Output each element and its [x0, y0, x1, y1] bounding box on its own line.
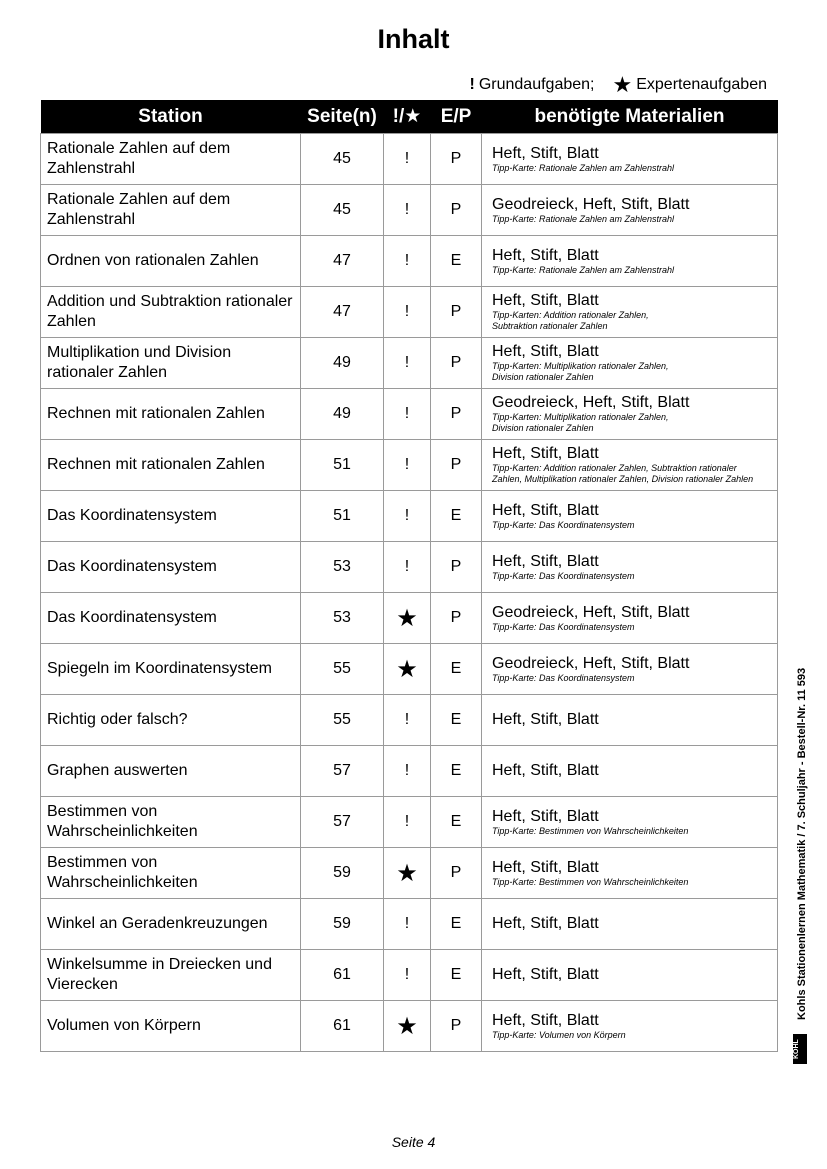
level-cell: !	[384, 746, 431, 797]
ep-cell: E	[431, 695, 482, 746]
star-icon: ★	[384, 1001, 431, 1052]
level-cell: !	[384, 185, 431, 236]
station-cell: Rationale Zahlen auf dem Zahlenstrahl	[41, 185, 301, 236]
page-cell: 47	[301, 287, 384, 338]
table-row	[41, 236, 778, 287]
station-cell: Winkel an Geradenkreuzungen	[41, 899, 301, 950]
station-cell: Spiegeln im Koordinatensystem	[41, 644, 301, 695]
level-cell: !	[384, 899, 431, 950]
materials-cell	[482, 593, 778, 644]
station-cell: Das Koordinatensystem	[41, 542, 301, 593]
header-ep: E/P	[431, 100, 482, 134]
table-row	[41, 185, 778, 236]
ep-cell: P	[431, 1001, 482, 1052]
table-header-row	[41, 100, 778, 134]
star-icon: ★	[384, 848, 431, 899]
materials-text: Geodreieck, Heft, Stift, Blatt	[492, 394, 690, 411]
table-row	[41, 389, 778, 440]
ep-cell: P	[431, 134, 482, 185]
materials-cell	[482, 542, 778, 593]
ep-cell: P	[431, 440, 482, 491]
materials-cell	[482, 848, 778, 899]
station-cell: Das Koordinatensystem	[41, 491, 301, 542]
page-cell: 51	[301, 440, 384, 491]
page-footer: Seite 4	[391, 1134, 436, 1150]
table-row	[41, 440, 778, 491]
materials-text: Heft, Stift, Blatt	[492, 915, 599, 932]
materials-cell	[482, 644, 778, 695]
materials-text: Heft, Stift, Blatt	[492, 501, 599, 519]
station-cell: Ordnen von rationalen Zahlen	[41, 236, 301, 287]
level-cell: !	[384, 695, 431, 746]
hint-text: Tipp-Karten: Addition rationaler Zahlen, Subtraktion rationaler Zahlen	[492, 310, 649, 331]
ep-cell: P	[431, 542, 482, 593]
station-cell: Richtig oder falsch?	[41, 695, 301, 746]
header-station: Station	[41, 100, 301, 134]
materials-text: Heft, Stift, Blatt	[492, 966, 599, 983]
page-cell: 47	[301, 236, 384, 287]
hint-text: Tipp-Karte: Das Koordinatensystem	[492, 621, 635, 632]
star-icon: ★	[612, 72, 633, 97]
ep-cell: P	[431, 338, 482, 389]
page-title: Inhalt	[377, 24, 450, 54]
ep-cell: E	[431, 491, 482, 542]
level-cell: !	[384, 797, 431, 848]
hint-text: Tipp-Karte: Bestimmen von Wahrscheinlichkeiten	[492, 825, 689, 836]
hint-text: Tipp-Karten: Addition rationaler Zahlen, Subtraktion rationaler Zahlen, Multiplikation rationaler Zahlen, Division rationaler Zahlen	[492, 463, 754, 484]
page-cell: 53	[301, 542, 384, 593]
level-cell: !	[384, 389, 431, 440]
station-cell: Multiplikation und Division rationaler Zahlen	[41, 338, 301, 389]
station-cell: Winkelsumme in Dreiecken und Vierecken	[41, 950, 301, 1001]
logo-text: KOHL	[793, 1034, 807, 1064]
ep-cell: E	[431, 746, 482, 797]
materials-text: Heft, Stift, Blatt	[492, 1011, 599, 1029]
basic-symbol: !	[469, 76, 475, 93]
hint-text: Tipp-Karte: Das Koordinatensystem	[492, 519, 635, 530]
table-row	[41, 542, 778, 593]
star-icon: ★	[384, 593, 431, 644]
hint-text: Tipp-Karte: Rationale Zahlen am Zahlenstrahl	[492, 162, 675, 173]
ep-cell: P	[431, 287, 482, 338]
contents-table	[40, 100, 778, 1052]
ep-cell: P	[431, 848, 482, 899]
station-cell: Rationale Zahlen auf dem Zahlenstrahl	[41, 134, 301, 185]
level-cell: !	[384, 236, 431, 287]
page-cell: 49	[301, 338, 384, 389]
materials-cell	[482, 236, 778, 287]
table-row	[41, 695, 778, 746]
hint-text: Tipp-Karte: Bestimmen von Wahrscheinlichkeiten	[492, 876, 689, 887]
station-cell: Rechnen mit rationalen Zahlen	[41, 440, 301, 491]
header-pages: Seite(n)	[301, 100, 384, 134]
materials-cell	[482, 899, 778, 950]
page-cell: 61	[301, 950, 384, 1001]
page-cell: 53	[301, 593, 384, 644]
ep-cell: E	[431, 797, 482, 848]
level-cell: !	[384, 134, 431, 185]
page-cell: 45	[301, 185, 384, 236]
table-row	[41, 287, 778, 338]
station-cell: Graphen auswerten	[41, 746, 301, 797]
materials-cell	[482, 746, 778, 797]
ep-cell: P	[431, 389, 482, 440]
table-row	[41, 644, 778, 695]
table-row	[41, 491, 778, 542]
ep-cell: P	[431, 593, 482, 644]
ep-cell: P	[431, 185, 482, 236]
materials-text: Geodreieck, Heft, Stift, Blatt	[492, 195, 690, 213]
table-row	[41, 134, 778, 185]
page-cell: 51	[301, 491, 384, 542]
materials-cell	[482, 797, 778, 848]
hint-text: Tipp-Karte: Volumen von Körpern	[492, 1029, 626, 1040]
expert-label: Expertenaufgaben	[636, 76, 767, 93]
materials-text: Heft, Stift, Blatt	[492, 552, 599, 570]
page-cell: 55	[301, 695, 384, 746]
level-cell: !	[384, 950, 431, 1001]
basic-label: Grundaufgaben;	[478, 76, 595, 93]
table-row	[41, 1001, 778, 1052]
page-cell: 49	[301, 389, 384, 440]
ep-cell: E	[431, 236, 482, 287]
table-row	[41, 593, 778, 644]
page-cell: 57	[301, 797, 384, 848]
header-level: !/★	[384, 100, 431, 134]
level-cell: !	[384, 287, 431, 338]
station-cell: Addition und Subtraktion rationaler Zahlen	[41, 287, 301, 338]
page-cell: 55	[301, 644, 384, 695]
star-icon: ★	[384, 644, 431, 695]
materials-text: Heft, Stift, Blatt	[492, 343, 599, 360]
materials-cell	[482, 440, 778, 491]
level-cell: !	[384, 338, 431, 389]
materials-text: Heft, Stift, Blatt	[492, 858, 599, 876]
hint-text: Tipp-Karte: Rationale Zahlen am Zahlenstrahl	[492, 213, 675, 224]
page-cell: 59	[301, 848, 384, 899]
station-cell: Bestimmen von Wahrscheinlichkeiten	[41, 797, 301, 848]
publisher-logo	[792, 1034, 808, 1078]
ep-cell: E	[431, 899, 482, 950]
materials-cell	[482, 185, 778, 236]
legend	[469, 72, 768, 97]
hint-text: Tipp-Karten: Multiplikation rationaler Zahlen, Division rationaler Zahlen	[492, 412, 669, 433]
materials-text: Geodreieck, Heft, Stift, Blatt	[492, 654, 690, 672]
header-materials: benötigte Materialien	[482, 100, 778, 134]
page-cell: 59	[301, 899, 384, 950]
materials-text: Heft, Stift, Blatt	[492, 292, 599, 309]
station-cell: Bestimmen von Wahrscheinlichkeiten	[41, 848, 301, 899]
materials-cell	[482, 950, 778, 1001]
level-cell: !	[384, 542, 431, 593]
hint-text: Tipp-Karte: Das Koordinatensystem	[492, 570, 635, 581]
materials-text: Heft, Stift, Blatt	[492, 246, 599, 264]
materials-cell	[482, 134, 778, 185]
table-row	[41, 950, 778, 1001]
materials-text: Heft, Stift, Blatt	[492, 807, 599, 825]
page-cell: 61	[301, 1001, 384, 1052]
ep-cell: E	[431, 644, 482, 695]
materials-text: Heft, Stift, Blatt	[492, 762, 599, 779]
materials-text: Heft, Stift, Blatt	[492, 711, 599, 728]
station-cell: Das Koordinatensystem	[41, 593, 301, 644]
level-cell: !	[384, 440, 431, 491]
materials-text: Heft, Stift, Blatt	[492, 144, 599, 162]
materials-cell	[482, 287, 778, 338]
table-row	[41, 746, 778, 797]
materials-cell	[482, 389, 778, 440]
page-cell: 45	[301, 134, 384, 185]
materials-cell	[482, 1001, 778, 1052]
side-imprint: Kohls Stationenlernen Mathematik / 7. Schuljahr - Bestell-Nr. 11 593	[796, 667, 808, 1020]
table-row	[41, 899, 778, 950]
hint-text: Tipp-Karte: Rationale Zahlen am Zahlenstrahl	[492, 264, 675, 275]
table-row	[41, 338, 778, 389]
materials-text: Geodreieck, Heft, Stift, Blatt	[492, 603, 690, 621]
hint-text: Tipp-Karte: Das Koordinatensystem	[492, 672, 635, 683]
materials-cell	[482, 695, 778, 746]
ep-cell: E	[431, 950, 482, 1001]
materials-cell	[482, 491, 778, 542]
station-cell: Rechnen mit rationalen Zahlen	[41, 389, 301, 440]
table-row	[41, 848, 778, 899]
materials-text: Heft, Stift, Blatt	[492, 445, 599, 462]
level-cell: !	[384, 491, 431, 542]
page-cell: 57	[301, 746, 384, 797]
table-row	[41, 797, 778, 848]
hint-text: Tipp-Karten: Multiplikation rationaler Zahlen, Division rationaler Zahlen	[492, 361, 669, 382]
station-cell: Volumen von Körpern	[41, 1001, 301, 1052]
materials-cell	[482, 338, 778, 389]
